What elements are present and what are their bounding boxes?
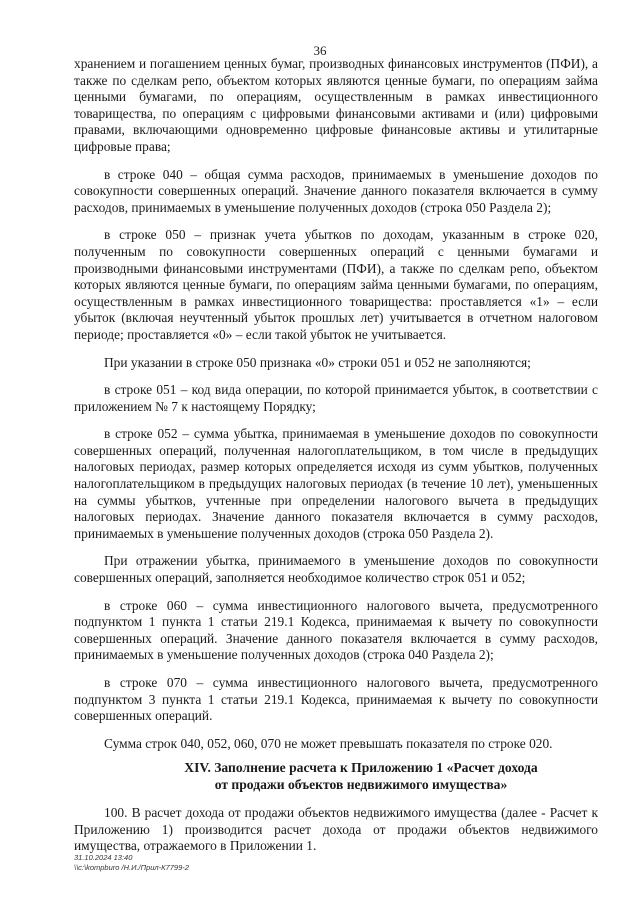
paragraph-sum-limit: Сумма строк 040, 052, 060, 070 не может превышать показателя по строке 020.: [104, 735, 553, 751]
paragraph-line-051: в строке 051 – код вида операции, по которой принимается убыток, в соответствии с приложением № 7 к настоящему Порядку;: [74, 382, 598, 414]
paragraph-line-050-note: При указании в строке 050 признака «0» строки 051 и 052 не заполняются;: [104, 354, 531, 370]
paragraph-continuation: хранением и погашением ценных бумаг, производных финансовых инструментов (ПФИ), а также по сделкам репо, объектом которых являются ценные бумаги, по операциям займа ценными бумагами, по операциям, осуществленным в рамках инвестиционного товарищества, по операциям с цифровыми финансовыми активами и (или) цифровыми правами, включающими одновременно цифровые финансовые активы и утилитарные цифровые права;: [74, 56, 598, 154]
paragraph-line-070: в строке 070 – сумма инвестиционного налогового вычета, предусмотренного подпунктом 3 пункта 1 статьи 219.1 Кодекса, принимаемая к вычету по совокупности совершенных операций.: [74, 675, 598, 724]
section-heading-line-2: от продажи объектов недвижимого имущества»: [214, 777, 508, 793]
footer-stamp: [74, 853, 189, 873]
paragraph-line-050: в строке 050 – признак учета убытков по доходам, указанным в строке 020, полученным по совокупности совершенных операций с ценными бумагами и производными финансовыми инструментами (ПФИ), а также по сделкам репо, объектом которых являются ценные бумаги, по операциям займа ценными бумагами, по операциям, осуществленным в рамках инвестиционного товарищества: проставляется «1» – если убыток (включая неучтенный убыток прошлых лет) учитывается в отчетном налоговом периоде; проставляется «0» – если такой убыток не учитывается.: [74, 227, 598, 342]
paragraph-line-040: в строке 040 – общая сумма расходов, принимаемых в уменьшение доходов по совокупности совершенных операций. Значение данного показателя включается в сумму расходов, принимаемых в уменьшение полученных доходов (строка 050 Раздела 2);: [74, 166, 598, 215]
footer-path: \\c:\kompburo /Н.И./Прил-К7799-2: [74, 863, 189, 872]
paragraph-line-060: в строке 060 – сумма инвестиционного налогового вычета, предусмотренного подпунктом 1 пункта 1 статьи 219.1 Кодекса, принимаемая к вычету по совокупности совершенных операций. Значение данного показателя включается в сумму расходов, принимаемых в уменьшение полученных доходов (строка 040 Раздела 2);: [74, 597, 598, 663]
section-heading: [74, 760, 598, 794]
paragraph-line-052: в строке 052 – сумма убытка, принимаемая в уменьшение доходов по совокупности совершенных операций, полученная налогоплательщиком, в том числе в предыдущих налоговых периодах, размер которых определяется исходя из сумм убытков, полученных налогоплательщиком в предыдущих налоговых периодах (в течение 10 лет), уменьшенных на суммы убытков, учтенные при определении налогового вычета в предыдущих налоговых периодах. Значение данного показателя включается в сумму расходов, принимаемых в уменьшение полученных доходов (строка 050 Раздела 2).: [74, 426, 598, 541]
page-number: 36: [313, 43, 327, 58]
paragraph-100: 100. В расчет дохода от продажи объектов недвижимого имущества (далее - Расчет к Приложению 1) производится расчет дохода от продажи объектов недвижимого имущества, отражаемого в Приложении 1.: [74, 804, 598, 854]
document-body: [74, 56, 598, 855]
section-heading-line-1: XIV. Заполнение расчета к Приложению 1 «Расчет дохода: [184, 760, 538, 776]
footer-date: 31.10.2024 13:40: [74, 853, 133, 862]
paragraph-loss-note: При отражении убытка, принимаемого в уменьшение доходов по совокупности совершенных операций, заполняется необходимое количество строк 051 и 052;: [74, 553, 598, 586]
